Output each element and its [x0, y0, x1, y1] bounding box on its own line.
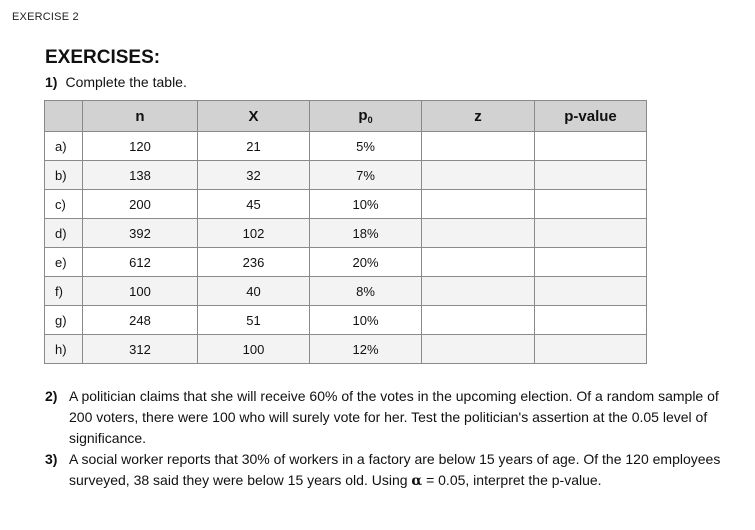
cell-x: 21: [198, 132, 310, 161]
cell-p-value[interactable]: [535, 219, 647, 248]
row-label: f): [45, 277, 83, 306]
question-3-text-after: = 0.05, interpret the p-value.: [422, 472, 602, 488]
cell-x: 236: [198, 248, 310, 277]
question-3-text-before: A social worker reports that 30% of workers in a factory are below 15 years of age. Of the 120 employees surveyed, 38 said they were below 15 years old. Using: [69, 451, 721, 488]
row-label: d): [45, 219, 83, 248]
cell-p0: 18%: [310, 219, 422, 248]
cell-n: 312: [83, 335, 198, 364]
exercise-table: [44, 100, 647, 364]
question-2-text: A politician claims that she will receive 60% of the votes in the upcoming election. Of a random sample of 200 voters, there were 100 who will surely vote for her. Test the politician's assertion at the 0.05 level of significance.: [69, 388, 719, 446]
table-row: [45, 219, 647, 248]
cell-n: 248: [83, 306, 198, 335]
row-label: c): [45, 190, 83, 219]
cell-p0: 8%: [310, 277, 422, 306]
question-1-number: 1): [45, 74, 58, 90]
exercises-heading: EXERCISES:: [45, 47, 161, 68]
header-x: X: [198, 101, 310, 132]
table-row: [45, 190, 647, 219]
cell-n: 392: [83, 219, 198, 248]
alpha-symbol: α: [411, 473, 423, 489]
cell-x: 40: [198, 277, 310, 306]
question-3: [45, 449, 725, 492]
cell-p0: 7%: [310, 161, 422, 190]
cell-z[interactable]: [422, 132, 535, 161]
cell-x: 32: [198, 161, 310, 190]
table-row: [45, 132, 647, 161]
row-label: b): [45, 161, 83, 190]
row-label: h): [45, 335, 83, 364]
row-label: a): [45, 132, 83, 161]
cell-z[interactable]: [422, 248, 535, 277]
cell-p-value[interactable]: [535, 161, 647, 190]
cell-p-value[interactable]: [535, 248, 647, 277]
cell-z[interactable]: [422, 277, 535, 306]
cell-x: 45: [198, 190, 310, 219]
table-header-row: [45, 101, 647, 132]
cell-n: 138: [83, 161, 198, 190]
question-3-number: 3): [45, 451, 58, 467]
cell-n: 200: [83, 190, 198, 219]
cell-p-value[interactable]: [535, 306, 647, 335]
cell-z[interactable]: [422, 306, 535, 335]
row-label: e): [45, 248, 83, 277]
question-3-text: [69, 449, 725, 492]
header-z: z: [422, 101, 535, 132]
cell-p-value[interactable]: [535, 277, 647, 306]
table-row: [45, 277, 647, 306]
cell-p0: 12%: [310, 335, 422, 364]
cell-x: 51: [198, 306, 310, 335]
cell-p0: 10%: [310, 306, 422, 335]
header-p0-subscript: 0: [367, 115, 373, 125]
table-row: [45, 248, 647, 277]
header-p0: [310, 101, 422, 132]
cell-x: 102: [198, 219, 310, 248]
cell-z[interactable]: [422, 335, 535, 364]
cell-z[interactable]: [422, 161, 535, 190]
table-row: [45, 306, 647, 335]
table-row: [45, 335, 647, 364]
cell-n: 100: [83, 277, 198, 306]
question-1-text: Complete the table.: [65, 74, 187, 90]
header-p0-main: p: [358, 107, 368, 124]
header-label-col: [45, 101, 83, 132]
cell-z[interactable]: [422, 190, 535, 219]
cell-n: 612: [83, 248, 198, 277]
cell-z[interactable]: [422, 219, 535, 248]
cell-n: 120: [83, 132, 198, 161]
cell-p0: 5%: [310, 132, 422, 161]
cell-p-value[interactable]: [535, 190, 647, 219]
question-1: [45, 74, 187, 90]
cell-p-value[interactable]: [535, 335, 647, 364]
cell-p-value[interactable]: [535, 132, 647, 161]
page-label: EXERCISE 2: [12, 11, 79, 23]
table-row: [45, 161, 647, 190]
row-label: g): [45, 306, 83, 335]
question-2-number: 2): [45, 388, 58, 404]
header-n: n: [83, 101, 198, 132]
header-p-value: p-value: [535, 101, 647, 132]
question-2: [45, 386, 725, 449]
cell-p0: 10%: [310, 190, 422, 219]
cell-x: 100: [198, 335, 310, 364]
cell-p0: 20%: [310, 248, 422, 277]
